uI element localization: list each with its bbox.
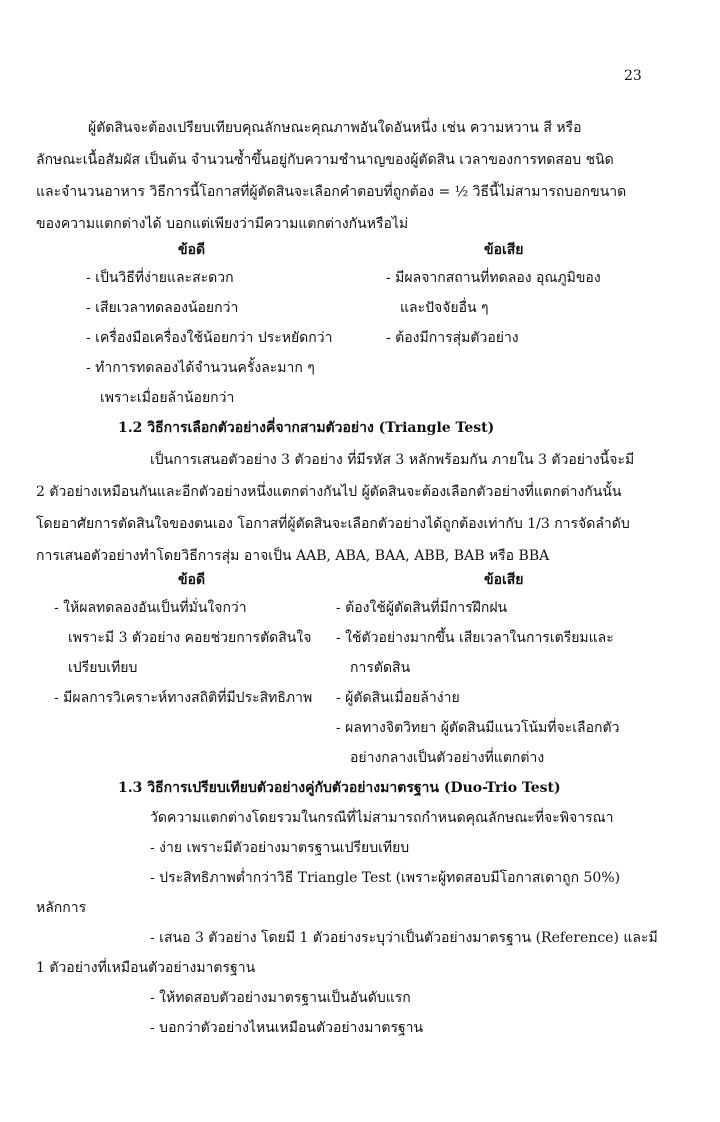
disadvantages-heading: ข้อเสีย — [484, 242, 524, 258]
disadvantage-item: - ใช้ตัวอย่างมากขึ้น เสียเวลาในการเตรียมและ — [336, 630, 614, 646]
advantage-item: เพราะมี 3 ตัวอย่าง คอยช่วยการตัดสินใจ — [68, 630, 312, 646]
intro-line: และจำนวนอาหาร วิธีการนี้โอกาสที่ผู้ตัดสินจะเลือกคำตอบที่ถูกต้อง = ½ วิธีนี้ไม่สามารถบอกขนาด — [36, 184, 627, 200]
disadvantage-item: อย่างกลางเป็นตัวอย่างที่แตกต่าง — [350, 750, 545, 766]
triangle-para-line: เป็นการเสนอตัวอย่าง 3 ตัวอย่าง ที่มีรหัส 3 หลักพร้อมกัน ภายใน 3 ตัวอย่างนี้จะมี — [150, 452, 635, 468]
triangle-para-line: การเสนอตัวอย่างทำโดยวิธีการสุ่ม อาจเป็น AAB, ABA, BAA, ABB, BAB หรือ BBA — [36, 548, 550, 564]
disadvantages-heading: ข้อเสีย — [484, 572, 524, 588]
page-number: 23 — [624, 68, 642, 84]
duo-trio-description: วัดความแตกต่างโดยรวมในกรณีที่ไม่สามารถกำหนดคุณลักษณะที่จะพิจารณา — [150, 810, 614, 826]
advantages-heading: ข้อดี — [178, 242, 206, 258]
section-heading-duo-trio: 1.3 วิธีการเปรียบเทียบตัวอย่างคู่กับตัวอย่างมาตรฐาน (Duo-Trio Test) — [118, 780, 561, 796]
disadvantage-item: - ต้องมีการสุ่มตัวอย่าง — [386, 330, 519, 346]
duo-trio-bullet: - ประสิทธิภาพต่ำกว่าวิธี Triangle Test (เพราะผู้ทดสอบมีโอกาสเดาถูก 50%) — [150, 870, 621, 886]
disadvantage-item: - ผู้ตัดสินเมื่อยล้าง่าย — [336, 690, 460, 706]
principle-line: - ให้ทดสอบตัวอย่างมาตรฐานเป็นอันดับแรก — [150, 990, 411, 1006]
intro-line: ของความแตกต่างได้ บอกแต่เพียงว่ามีความแตกต่างกันหรือไม่ — [36, 216, 409, 232]
principle-line: 1 ตัวอย่างที่เหมือนตัวอย่างมาตรฐาน — [36, 960, 256, 976]
section-heading-triangle: 1.2 วิธีการเลือกตัวอย่างคี่จากสามตัวอย่าง (Triangle Test) — [118, 420, 495, 436]
duo-trio-bullet: - ง่าย เพราะมีตัวอย่างมาตรฐานเปรียบเทียบ — [150, 840, 410, 856]
triangle-para-line: 2 ตัวอย่างเหมือนกันและอีกตัวอย่างหนึ่งแตกต่างกันไป ผู้ตัดสินจะต้องเลือกตัวอย่างที่แตกต่างกันนั้น — [36, 484, 622, 500]
advantage-item: - มีผลการวิเคราะห์ทางสถิติที่มีประสิทธิภาพ — [54, 690, 313, 706]
advantage-item: - เป็นวิธีที่ง่ายและสะดวก — [86, 270, 234, 286]
disadvantage-item: - ต้องใช้ผู้ตัดสินที่มีการฝึกฝน — [336, 600, 508, 616]
triangle-para-line: โดยอาศัยการตัดสินใจของตนเอง โอกาสที่ผู้ตัดสินจะเลือกตัวอย่างได้ถูกต้องเท่ากับ 1/3 การจัดลำดับ — [36, 516, 630, 532]
disadvantage-item: การตัดสิน — [350, 660, 411, 676]
principle-label: หลักการ — [36, 900, 87, 916]
intro-line: ลักษณะเนื้อสัมผัส เป็นต้น จำนวนซ้ำขึ้นอยู่กับความชำนาญของผู้ตัดสิน เวลาของการทดสอบ ชนิด — [36, 152, 614, 168]
advantage-item: เปรียบเทียบ — [68, 660, 138, 676]
advantage-item: - ให้ผลทดลองอันเป็นที่มั่นใจกว่า — [54, 600, 247, 616]
intro-line: ผู้ตัดสินจะต้องเปรียบเทียบคุณลักษณะคุณภาพอันใดอันหนึ่ง เช่น ความหวาน สี หรือ — [88, 120, 582, 136]
advantage-item: - เครื่องมือเครื่องใช้น้อยกว่า ประหยัดกว่า — [86, 330, 333, 346]
disadvantage-item: - ผลทางจิตวิทยา ผู้ตัดสินมีแนวโน้มที่จะเลือกตัว — [336, 720, 620, 736]
principle-line: - บอกว่าตัวอย่างไหนเหมือนตัวอย่างมาตรฐาน — [150, 1020, 424, 1036]
advantage-item: - เสียเวลาทดลองน้อยกว่า — [86, 300, 239, 316]
disadvantage-item: และปัจจัยอื่น ๆ — [400, 300, 489, 316]
advantage-item: เพราะเมื่อยล้าน้อยกว่า — [100, 390, 235, 406]
disadvantage-item: - มีผลจากสถานที่ทดลอง อุณภูมิของ — [386, 270, 601, 286]
principle-line: - เสนอ 3 ตัวอย่าง โดยมี 1 ตัวอย่างระบุว่าเป็นตัวอย่างมาตรฐาน (Reference) และมี — [150, 930, 658, 946]
advantage-item: - ทำการทดลองได้จำนวนครั้งละมาก ๆ — [86, 360, 315, 376]
advantages-heading: ข้อดี — [178, 572, 206, 588]
